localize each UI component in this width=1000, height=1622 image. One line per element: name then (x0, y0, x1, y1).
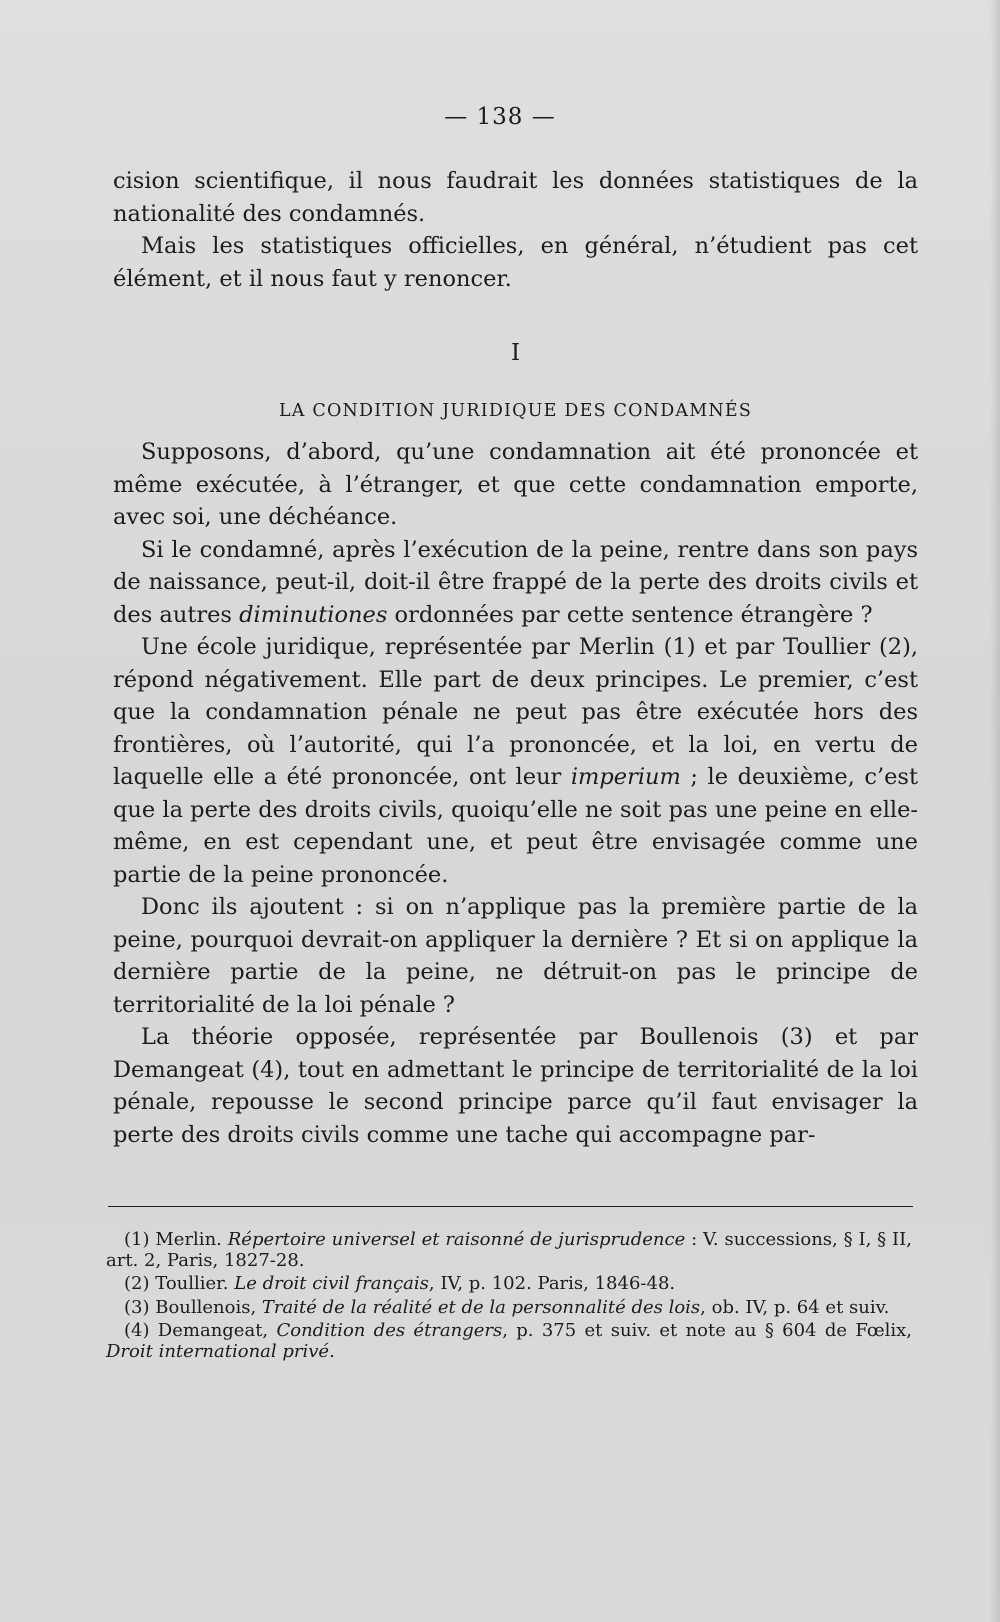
footnote-title: Répertoire universel et raisonné de jurisprudence (227, 1229, 686, 1250)
footnote (106, 1230, 912, 1271)
footnote-title: Condition des étrangers (276, 1320, 503, 1341)
page-number: — 138 — (444, 104, 556, 130)
page-edge-shadow (990, 0, 1000, 1622)
footnote-text: (4) Demangeat, (124, 1320, 277, 1341)
italic-term: imperium (570, 764, 681, 790)
paragraph (113, 631, 918, 891)
footnotes (106, 1230, 912, 1365)
section-title: LA CONDITION JURIDIQUE DES CONDAMNÉS (278, 400, 753, 421)
footnote (106, 1274, 912, 1295)
paragraph (113, 534, 918, 632)
section-number: I (510, 340, 521, 366)
footnote-title: Traité de la réalité et de la personnalité des lois (261, 1296, 701, 1318)
footnote-divider (108, 1206, 913, 1207)
paragraph: cision scientifique, il nous faudrait les données statistiques de la nationalité des condamnés. (113, 168, 918, 227)
footnote (106, 1321, 912, 1362)
footnote-text: . (329, 1340, 335, 1362)
footnote (106, 1298, 912, 1319)
footnote-text: (2) Toullier. (124, 1273, 235, 1294)
italic-term: diminutiones (239, 601, 388, 628)
paragraph: La théorie opposée, représentée par Boullenois (3) et par Demangeat (4), tout en admettant le principe de territorialité de la loi pénale, repousse le second principe parce qu’il faut envisager la perte des droits civils comme une tache qui accompagne par- (113, 1024, 918, 1148)
footnote-text: : V. successions, § I, § II, art. 2, Paris, 1827-28. (106, 1229, 912, 1271)
footnote-text: , p. 375 et suiv. et note au § 604 de Fœlix, (502, 1320, 913, 1341)
footnote-title: Droit international privé (106, 1340, 330, 1362)
paragraph-text: ordonnées par cette sentence étrangère ? (387, 601, 873, 628)
footnote-text: (1) Merlin. (124, 1229, 228, 1250)
paragraph: Mais les statistiques officielles, en général, n’étudient pas cet élément, et il nous faut y renoncer. (113, 233, 918, 292)
footnote-text: , ob. IV, p. 64 et suiv. (700, 1296, 890, 1318)
footnote-text: , IV, p. 102. Paris, 1846-48. (428, 1273, 676, 1294)
footnote-text: (3) Boullenois, (124, 1296, 262, 1318)
footnote-title: Le droit civil français (234, 1273, 429, 1294)
paragraph: Supposons, d’abord, qu’une condamnation ait été prononcée et même exécutée, à l’étranger, et que cette condamnation emporte, avec soi, une déchéance. (113, 439, 918, 530)
paragraph-text: Si le condamné, après l’exécution de la peine, rentre dans son pays de naissance, peut-il, doit-il être frappé de la perte des droits civils et des autres (113, 536, 918, 628)
paragraph: Donc ils ajoutent : si on n’applique pas la première partie de la peine, pourquoi devrait-on appliquer la dernière ? Et si on applique la dernière partie de la peine, ne détruit-on pas le principe de territorialité de la loi pénale ? (113, 894, 918, 1018)
main-text (113, 165, 918, 1151)
paragraph-text: ; le deuxième, c’est que la perte des droits civils, quoiqu’elle ne soit pas une peine en elle-même, en est cependant une, et peut être envisagée comme une partie de la peine prononcée. (113, 764, 919, 888)
paragraph-text: Une école juridique, représentée par Merlin (1) et par Toullier (2), répond négativement. Elle part de deux principes. Le premier, c’est que la condamnation pénale ne peut pas être exécutée hors des frontières, où l’autorité, qui l’a prononcée, et la loi, en vertu de laquelle elle a été prononcée, ont leur (113, 634, 918, 790)
